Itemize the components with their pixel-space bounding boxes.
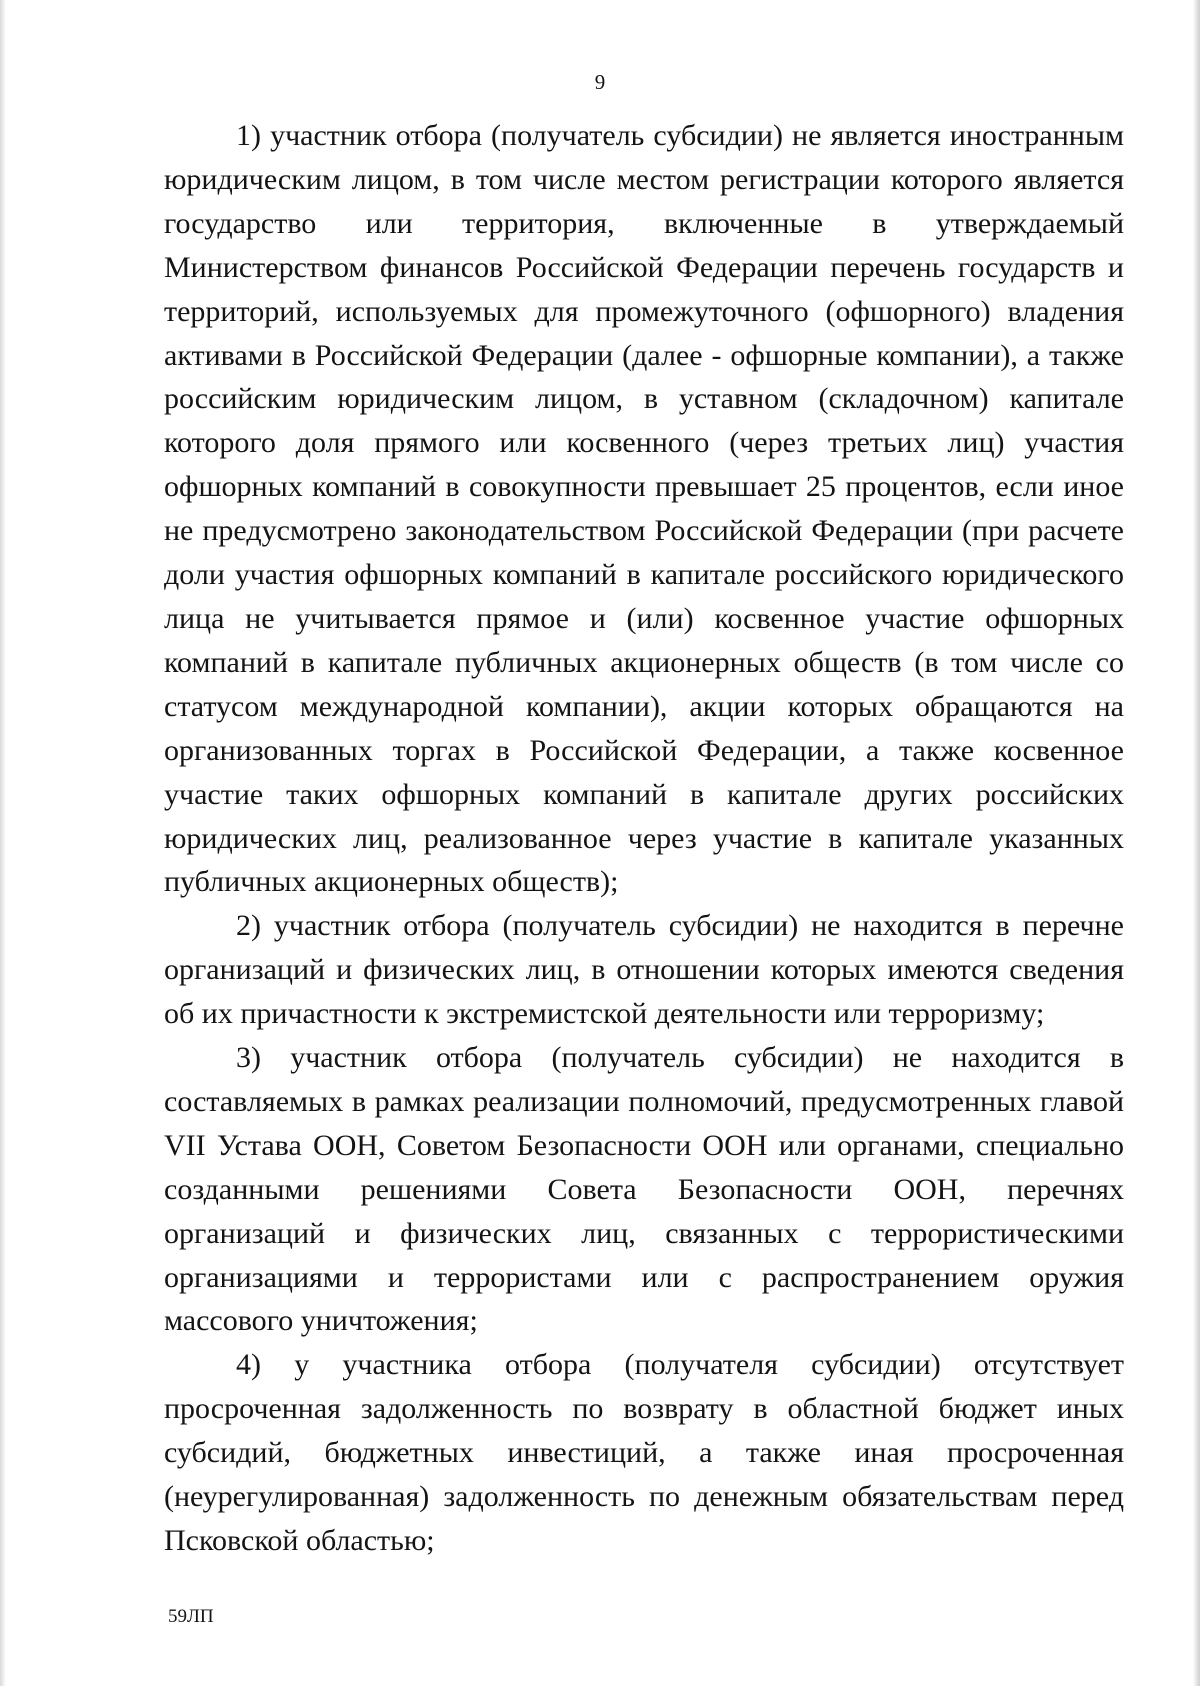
paragraph-1: 1) участник отбора (получатель субсидии) не является иностранным юридическим лицом, в том числе местом регистрации которого является государство или территория, включенные в утверждаемый Министерством финансов Российской Федерации перечень государств и территорий, используемых для промежуточного (офшорного) владения активами в Российской Федерации (далее - офшорные компании), а также российским юридическим лицом, в уставном (складочном) капитале которого доля прямого или косвенного (через третьих лиц) участия офшорных компаний в совокупности превышает 25 процентов, если иное не предусмотрено законодательством Российской Федерации (при расчете доли участия офшорных компаний в капитале российского юридического лица не учитывается прямое и (или) косвенное участие офшорных компаний в капитале публичных акционерных обществ (в том числе со статусом международной компании), акции которых обращаются на организованных торгах в Российской Федерации, а также косвенное участие таких офшорных компаний в капитале других российских юридических лиц, реализованное через участие в капитале указанных публичных акционерных обществ); bbox=[164, 119, 1124, 899]
scan-edge-left bbox=[0, 0, 6, 1686]
paragraph-2: 2) участник отбора (получатель субсидии) не находится в перечне организаций и физических лиц, в отношении которых имеются сведения об их причастности к экстремистской деятельности или терроризму; bbox=[164, 909, 1124, 1031]
document-code: 59ЛП bbox=[168, 1606, 214, 1627]
paragraph-4: 4) у участника отбора (получателя субсидии) отсутствует просроченная задолженность по возврату в областной бюджет иных субсидий, бюджетных инвестиций, а также иная просроченная (неурегулированная) задолженность по денежным обязательствам перед Псковской областью; bbox=[164, 1348, 1124, 1557]
page-number: 9 bbox=[594, 70, 606, 94]
document-body bbox=[164, 114, 1124, 1563]
paragraph-3: 3) участник отбора (получатель субсидии) не находится в составляемых в рамках реализации полномочий, предусмотренных главой VII Устава ООН, Советом Безопасности ООН или органами, специально созданными решениями Совета Безопасности ООН, перечнях организаций и физических лиц, связанных с террористическими организациями и террористами или с распространением оружия массового уничтожения; bbox=[164, 1041, 1124, 1338]
scan-edge-right bbox=[1193, 0, 1200, 1686]
